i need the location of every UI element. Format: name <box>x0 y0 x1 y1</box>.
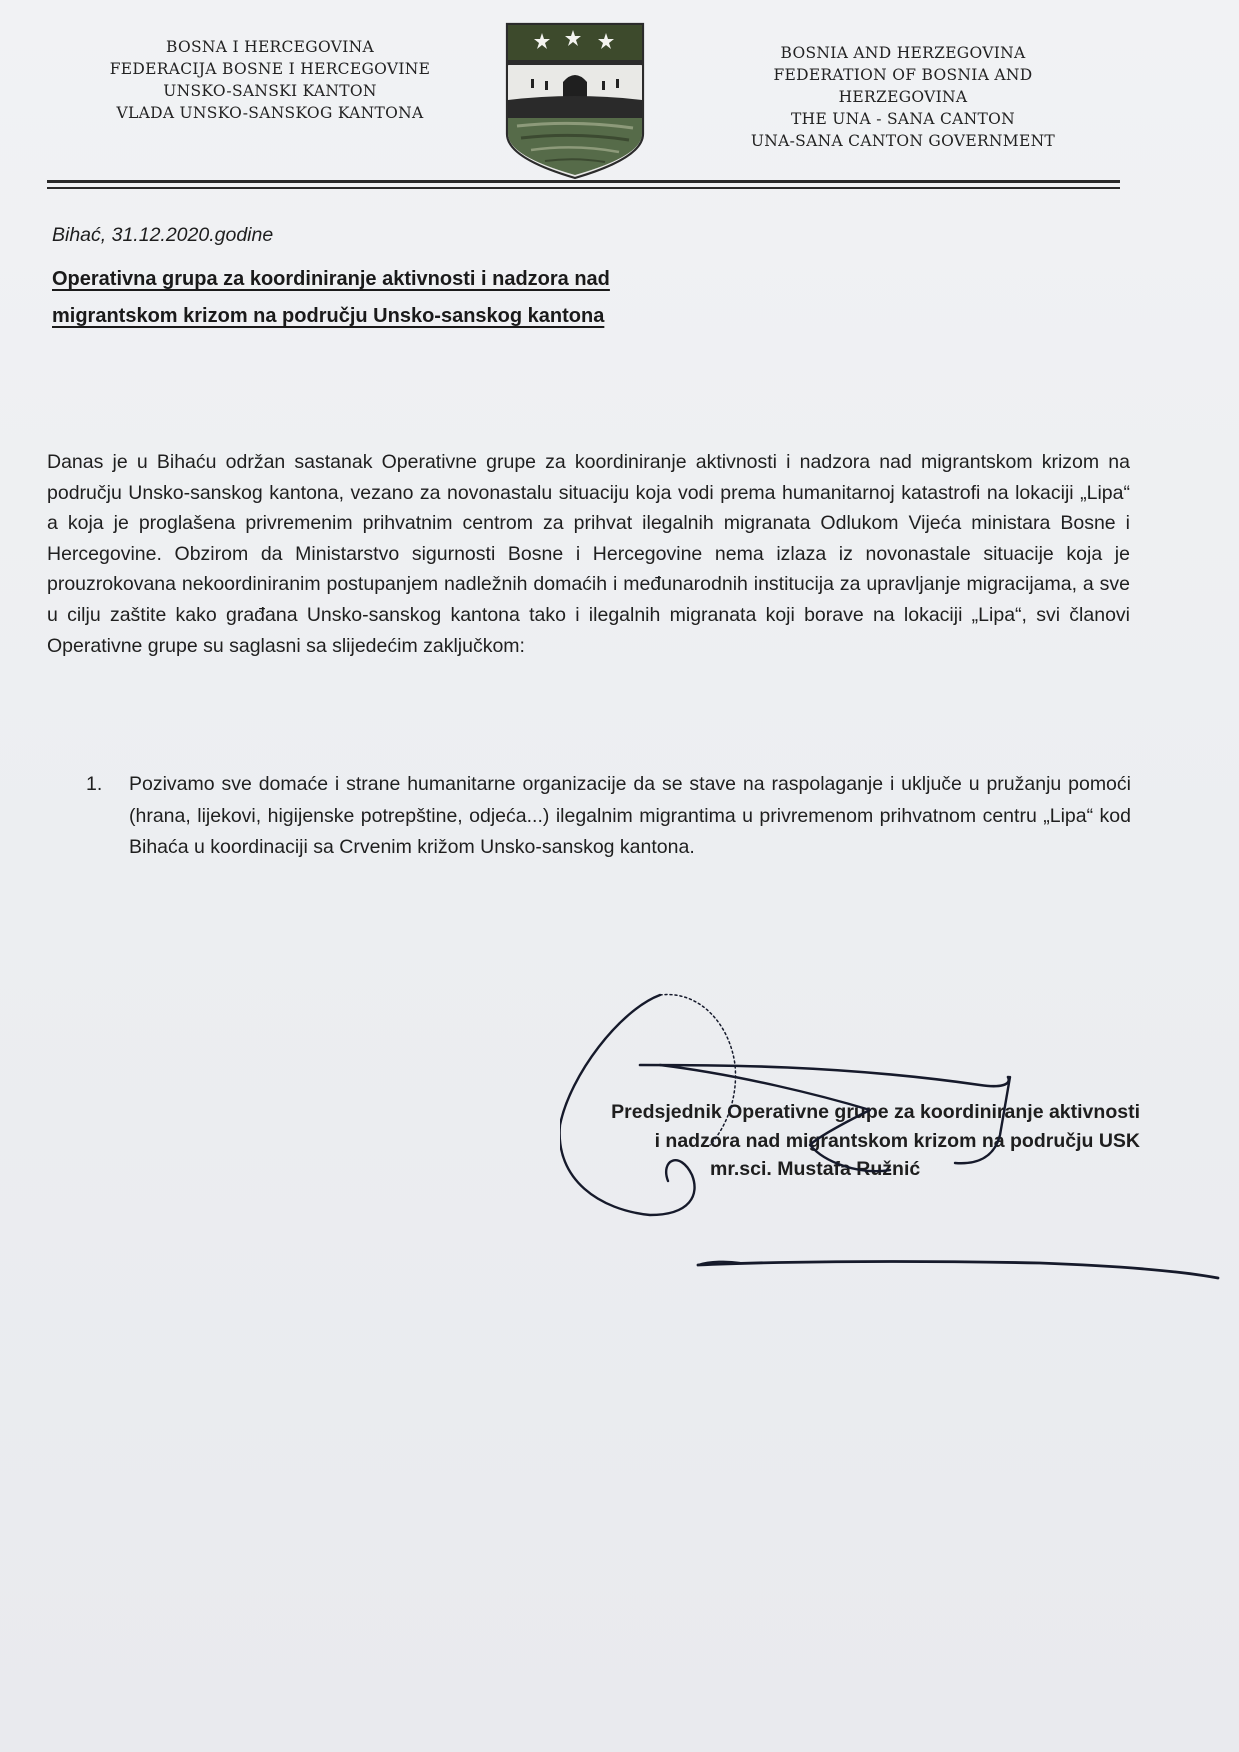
subject-line: migrantskom krizom na području Unsko-sanskog kantona <box>52 305 605 327</box>
letterhead-left <box>70 36 470 124</box>
document-subject <box>52 261 772 335</box>
letterhead-left-line: UNSKO-SANSKI KANTON <box>163 82 377 100</box>
body-paragraph: Danas je u Bihaću održan sastanak Operativne grupe za koordiniranje aktivnosti i nadzora nad migrantskom krizom na području Unsko-sanskog kantona, vezano za novonastalu situaciju koja vodi prema humanitarnoj katastrofi na lokaciji „Lipa“ a koja je proglašena privremenim prihvatnim centrom za prihvat ilegalnih migranata Odlukom Vijeća ministara Bosne i Hercegovine. Obzirom da Ministarstvo sigurnosti Bosne i Hercegovine nema izlaza iz novonastale situacije koja je prouzrokovana nekoordiniranim postupanjem nadležnih domaćih i međunarodnih institucija za upravljanje migracijama, a sve u cilju zaštite kako građana Unsko-sanskog kantona tako i ilegalnih migranata koji borave na lokaciji „Lipa“, svi članovi Operativne grupe su saglasni sa slijedećim zaključkom: <box>47 451 1130 657</box>
letterhead-right-line: THE UNA - SANA CANTON <box>790 110 1016 128</box>
signatory-block <box>460 1098 1140 1184</box>
subject-line: Operativna grupa za koordiniranje aktivnosti i nadzora nad <box>52 268 610 290</box>
header-divider-thick <box>47 180 1120 183</box>
document-date: Bihać, 31.12.2020.godine <box>52 224 274 246</box>
letterhead-right <box>738 42 1068 152</box>
conclusion-number: 1. <box>86 773 103 795</box>
coat-of-arms-icon <box>505 22 645 180</box>
header-divider-thin <box>47 187 1120 189</box>
letterhead-left-line: VLADA UNSKO-SANSKOG KANTONA <box>116 104 424 122</box>
letterhead-right-line: UNA-SANA CANTON GOVERNMENT <box>750 132 1056 150</box>
conclusion-item <box>86 769 1131 864</box>
signatory-name: mr.sci. Mustafa Ružnić <box>710 1158 921 1180</box>
conclusion-text: Pozivamo sve domaće i strane humanitarne organizacije da se stave na raspolaganje i uključe u pružanju pomoći (hrana, lijekovi, higijenske potrepštine, odjeća...) ilegalnim migrantima u privremenom prihvatnom centru „Lipa“ kod Bihaća u koordinaciji sa Crvenim križom Unsko-sanskog kantona. <box>129 773 1131 858</box>
letterhead-left-line: BOSNA I HERCEGOVINA <box>165 38 374 56</box>
letterhead-right-line: HERZEGOVINA <box>838 88 968 106</box>
letterhead-left-line: FEDERACIJA BOSNE I HERCEGOVINE <box>109 60 431 78</box>
letterhead-right-line: BOSNIA AND HERZEGOVINA <box>780 44 1026 62</box>
letterhead-right-line: FEDERATION OF BOSNIA AND <box>773 66 1033 84</box>
signatory-title-cont: i nadzora nad migrantskom krizom na području USK <box>654 1129 1140 1152</box>
signatory-title: Predsjednik Operativne grupe za koordiniranje aktivnosti <box>611 1101 1140 1123</box>
